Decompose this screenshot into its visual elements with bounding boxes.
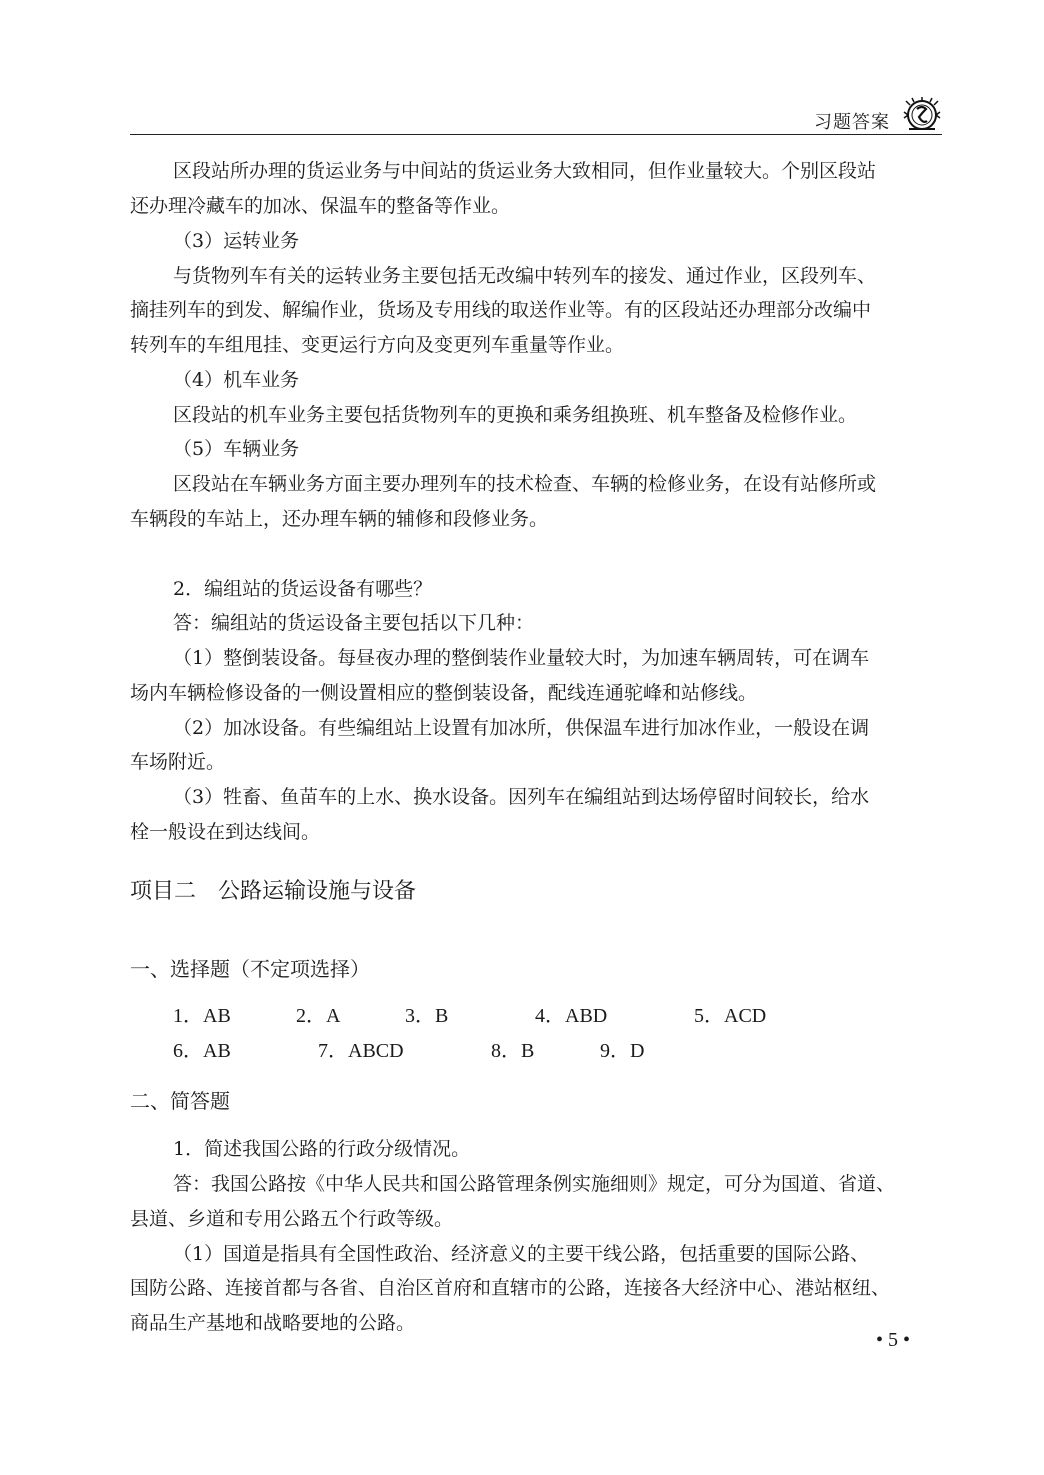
paragraph-line: 区段站的机车业务主要包括货物列车的更换和乘务组换班、机车整备及检修作业。 <box>173 404 858 426</box>
paragraph-line: 车场附近。 <box>130 751 226 773</box>
paragraph-line: （3）牲畜、鱼苗车的上水、换水设备。因列车在编组站到达场停留时间较长，给水 <box>173 786 870 808</box>
paragraph-line: 栓一般设在到达线间。 <box>130 821 321 843</box>
paragraph-line: （1）整倒装设备。每昼夜办理的整倒装作业量较大时，为加速车辆周转，可在调车 <box>173 647 870 669</box>
paragraph-line: （2）加冰设备。有些编组站上设置有加冰所，供保温车进行加冰作业，一般设在调 <box>173 717 870 739</box>
paragraph-line: 转列车的车组甩挂、变更运行方向及变更列车重量等作业。 <box>130 334 625 356</box>
answer-item: 2．A <box>296 1005 341 1027</box>
question-line: 1．简述我国公路的行政分级情况。 <box>173 1138 471 1160</box>
paragraph-line: 还办理冷藏车的加冰、保温车的整备等作业。 <box>130 195 511 217</box>
page-number: • 5 • <box>876 1329 911 1351</box>
section-heading: 项目二 公路运输设施与设备 <box>130 879 417 904</box>
paragraph-line: 区段站所办理的货运业务与中间站的货运业务大致相同，但作业量较大。个别区段站 <box>173 160 877 182</box>
answer-item: 3．B <box>405 1005 449 1027</box>
question-line: 2．编组站的货运设备有哪些？ <box>173 578 433 600</box>
page-header <box>130 96 942 134</box>
subsection-label: （5）车辆业务 <box>173 438 300 460</box>
paragraph-line: 县道、乡道和专用公路五个行政等级。 <box>130 1208 454 1230</box>
answer-line: 答：我国公路按《中华人民共和国公路管理条例实施细则》规定，可分为国道、省道、 <box>173 1173 896 1195</box>
publisher-logo-icon <box>902 96 942 134</box>
paragraph-line: 与货物列车有关的运转业务主要包括无改编中转列车的接发、通过作业，区段列车、 <box>173 265 877 287</box>
answer-item: 6．AB <box>173 1040 231 1062</box>
paragraph-line: 商品生产基地和战略要地的公路。 <box>130 1312 416 1334</box>
subsection-label: （3）运转业务 <box>173 230 300 252</box>
paragraph-line: 场内车辆检修设备的一侧设置相应的整倒装设备，配线连通驼峰和站修线。 <box>130 682 758 704</box>
paragraph-line: （1）国道是指具有全国性政治、经济意义的主要干线公路，包括重要的国际公路、 <box>173 1243 870 1265</box>
answer-item: 4．ABD <box>535 1005 608 1027</box>
header-title: 习题答案 <box>814 112 890 133</box>
paragraph-line: 国防公路、连接首都与各省、自治区首府和直辖市的公路，连接各大经济中心、港站枢纽、 <box>130 1277 891 1299</box>
subsection-heading: 二、简答题 <box>130 1089 230 1113</box>
paragraph-line: 车辆段的车站上，还办理车辆的辅修和段修业务。 <box>130 508 549 530</box>
paragraph-line: 区段站在车辆业务方面主要办理列车的技术检查、车辆的检修业务，在设有站修所或 <box>173 473 877 495</box>
answer-item: 1．AB <box>173 1005 231 1027</box>
answer-item: 9．D <box>600 1040 645 1062</box>
answer-item: 7．ABCD <box>318 1040 404 1062</box>
subsection-heading: 一、选择题（不定项选择） <box>130 957 370 981</box>
header-rule <box>130 134 942 135</box>
answer-item: 5．ACD <box>694 1005 767 1027</box>
paragraph-line: 摘挂列车的到发、解编作业，货场及专用线的取送作业等。有的区段站还办理部分改编中 <box>130 299 872 321</box>
answer-line: 答：编组站的货运设备主要包括以下几种： <box>173 612 535 634</box>
subsection-label: （4）机车业务 <box>173 369 300 391</box>
answer-item: 8．B <box>491 1040 535 1062</box>
